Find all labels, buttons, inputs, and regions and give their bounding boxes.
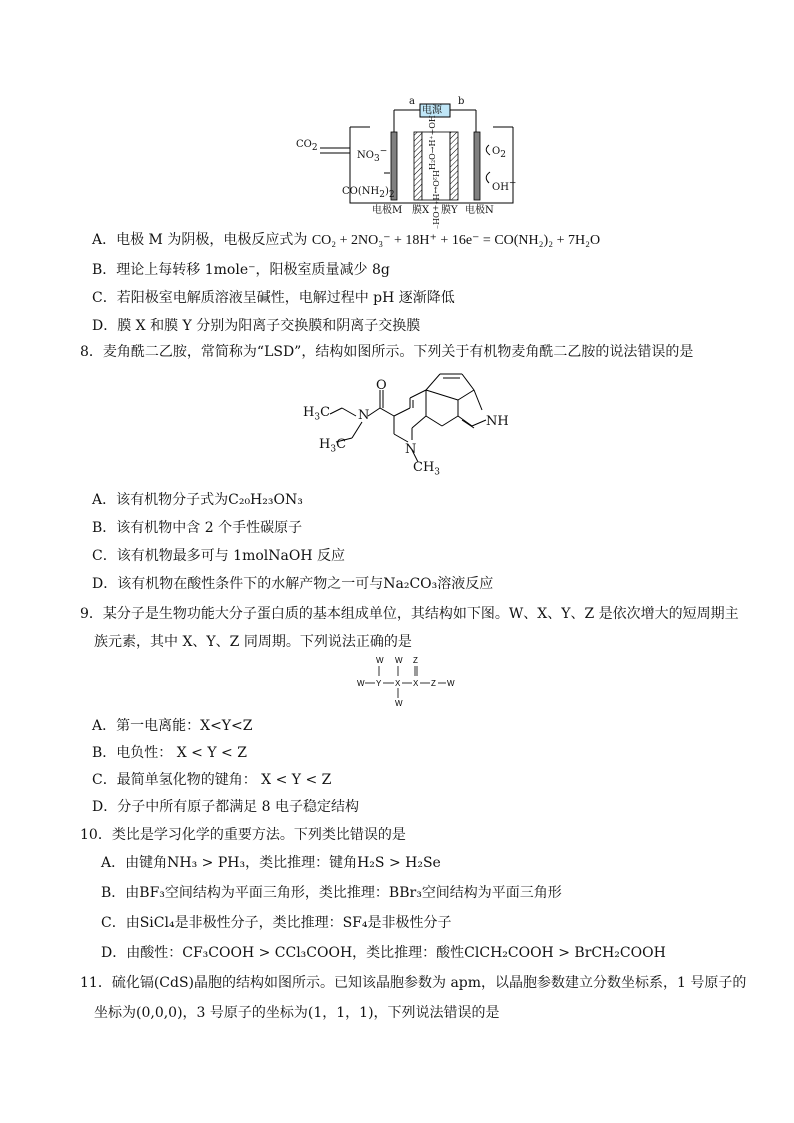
ring-n-label: N bbox=[405, 442, 417, 457]
center-right-reaction: H₂O↔H⁺+OH⁻ bbox=[431, 170, 440, 230]
electrode-m-label: 电极M bbox=[372, 205, 403, 216]
oxygen-label: $O_2$ bbox=[492, 146, 506, 160]
indole-nh-label: NH bbox=[486, 414, 509, 429]
hydroxide-label: OH− bbox=[492, 178, 517, 193]
methyl-bottom-label: $H_3C$ bbox=[319, 437, 347, 455]
membrane-x-label: 膜X bbox=[412, 205, 430, 216]
svg-text:W: W bbox=[357, 679, 365, 688]
q11-stem-line2: 坐标为(0,0,0)，3 号原子的坐标为(1，1，1)，下列说法错误的是 bbox=[94, 1005, 500, 1021]
co2-label: $CO_2$ bbox=[296, 139, 318, 153]
q9-option-c: C．最简单氢化物的键角： X < Y < Z bbox=[92, 772, 332, 788]
terminal-a-label: a bbox=[409, 96, 415, 107]
nitrate-label: $NO_3^-$ bbox=[357, 146, 388, 164]
svg-text:X: X bbox=[395, 679, 401, 688]
svg-text:Z: Z bbox=[413, 656, 418, 665]
q9-stem-line2: 族元素，其中 X、Y、Z 同周期。下列说法正确的是 bbox=[94, 634, 412, 650]
q8-option-d: D．该有机物在酸性条件下的水解产物之一可与Na₂CO₃溶液反应 bbox=[92, 576, 494, 592]
svg-text:W: W bbox=[447, 679, 455, 688]
q8-option-a: A．该有机物分子式为C₂₀H₂₃ON₃ bbox=[92, 492, 303, 508]
membrane-y-label: 膜Y bbox=[441, 205, 458, 216]
svg-text:Y: Y bbox=[376, 679, 382, 688]
q11-stem-line1: 11．硫化镉(CdS)晶胞的结构如图所示。已知该晶胞参数为 apm，以晶胞参数建立分数坐标系，1 号原子的 bbox=[80, 975, 747, 991]
amino-acid-svg bbox=[355, 656, 465, 708]
svg-text:X: X bbox=[413, 679, 419, 688]
svg-text:W: W bbox=[395, 656, 403, 665]
electrode-n-label: 电极N bbox=[465, 205, 494, 216]
q9-option-b: B．电负性： X < Y < Z bbox=[92, 745, 247, 761]
svg-text:W: W bbox=[395, 699, 403, 708]
power-supply-label: 电源 bbox=[422, 105, 442, 116]
center-left-reaction: H₂O→H⁺+OH⁻ bbox=[428, 110, 437, 170]
q7-option-a: A．电极 M 为阴极，电极反应式为 CO₂ + 2NO₃⁻ + 18H⁺ + 16e⁻ = CO(NH₂)₂ + 7H₂O bbox=[92, 232, 601, 248]
urea-label: $CO(NH_2)_2$ bbox=[342, 186, 395, 200]
carbonyl-o-label: O bbox=[376, 378, 387, 393]
q7-option-c: C．若阳极室电解质溶液呈碱性，电解过程中 pH 逐渐降低 bbox=[92, 290, 455, 306]
q7-option-b: B．理论上每转移 1mole⁻，阳极室质量减少 8g bbox=[92, 262, 390, 278]
q9-option-a: A．第一电离能：X<Y<Z bbox=[92, 718, 253, 734]
q10-option-c: C．由SiCl₄是非极性分子，类比推理：SF₄是非极性分子 bbox=[101, 915, 452, 931]
q10-option-d: D．由酸性：CF₃COOH > CCl₃COOH，类比推理：酸性ClCH₂COOH > BrCH₂COOH bbox=[101, 945, 666, 961]
methyl-top-label: $H_3C$ bbox=[303, 405, 331, 423]
n-methyl-label: $CH_3$ bbox=[413, 460, 441, 478]
amide-n-label: N bbox=[358, 408, 370, 423]
q10-option-b: B．由BF₃空间结构为平面三角形，类比推理：BBr₃空间结构为平面三角形 bbox=[101, 885, 562, 901]
q7-option-d: D．膜 X 和膜 Y 分别为阳离子交换膜和阴离子交换膜 bbox=[92, 318, 421, 334]
q9-stem-line1: 9．某分子是生物功能大分子蛋白质的基本组成单位，其结构如下图。W、X、Y、Z 是依次增大的短周期主 bbox=[80, 606, 739, 622]
terminal-b-label: b bbox=[458, 96, 465, 107]
svg-text:W: W bbox=[376, 656, 384, 665]
q10-option-a: A．由键角NH₃ > PH₃，类比推理：键角H₂S > H₂Se bbox=[101, 855, 441, 871]
q8-option-b: B．该有机物中含 2 个手性碳原子 bbox=[92, 520, 303, 536]
q8-option-c: C．该有机物最多可与 1molNaOH 反应 bbox=[92, 548, 345, 564]
q10-stem: 10．类比是学习化学的重要方法。下列类比错误的是 bbox=[80, 827, 406, 843]
svg-text:Z: Z bbox=[431, 679, 436, 688]
q8-stem: 8．麦角酰二乙胺，常简称为“LSD”，结构如图所示。下列关于有机物麦角酰二乙胺的说法错误的是 bbox=[80, 344, 694, 360]
q9-option-d: D．分子中所有原子都满足 8 电子稳定结构 bbox=[92, 799, 360, 815]
